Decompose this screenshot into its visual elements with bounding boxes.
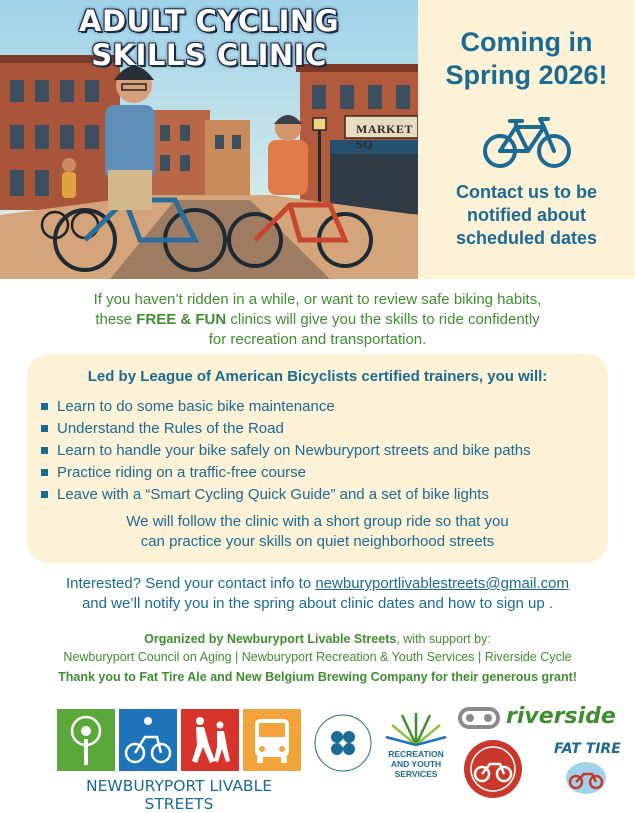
bicycle-icon — [482, 115, 572, 170]
hero-title-line2: SKILLS CLINIC — [91, 38, 327, 72]
intro-line3: for recreation and transportation. — [208, 331, 427, 348]
new-belgium-logo-icon — [460, 738, 526, 800]
list-item-text: Leave with a “Smart Cycling Quick Guide” and a set of bike lights — [57, 486, 489, 503]
contact-prefix: Interested? Send your contact info to — [66, 575, 316, 592]
rec-line3: SERVICES — [394, 769, 438, 779]
organizer-name: Organized by Newburyport Livable Streets — [144, 632, 397, 646]
info-heading: Led by League of American Bicyclists certified trainers, you will: — [87, 368, 548, 385]
intro-line2-after: clinics will give you the skills to ride confidently — [226, 311, 540, 328]
promo-heading-line2: Spring 2026! — [445, 60, 608, 90]
contact-line1 — [0, 574, 635, 594]
list-item — [41, 462, 531, 484]
supporters-line: Newburyport Council on Aging | Newburyport Recreation & Youth Services | Riverside Cycle — [63, 650, 572, 664]
market-square-sign: MARKET SQ — [356, 122, 413, 151]
livable-streets-name: NEWBURYPORT LIVABLE STREETS — [85, 777, 272, 813]
bullet-icon — [41, 469, 48, 476]
grant-thanks: Thank you to Fat Tire Ale and New Belgium Brewing Company for their generous grant! — [58, 670, 577, 684]
group-ride-line2: can practice your skills on quiet neighborhood streets — [140, 533, 495, 550]
group-ride-line1: We will follow the clinic with a short group ride so that you — [126, 513, 509, 530]
promo-contact-text — [418, 181, 635, 250]
list-item — [41, 396, 531, 418]
list-item — [41, 440, 531, 462]
organizer-line — [0, 630, 635, 648]
riverside-cycle-name: riverside — [506, 704, 616, 729]
email-link[interactable]: newburyportlivablestreets@gmail.com — [315, 575, 569, 592]
list-item — [41, 418, 531, 440]
credits-section — [0, 630, 635, 666]
promo-panel — [418, 0, 635, 279]
list-item — [41, 484, 531, 506]
intro-line2-before: these — [95, 311, 137, 328]
fat-tire-name: FAT TIRE — [554, 741, 621, 757]
livable-streets-logo-icon — [57, 709, 302, 773]
bullet-icon — [41, 403, 48, 410]
rec-line2: AND YOUTH — [390, 759, 442, 769]
intro-line2 — [0, 310, 635, 330]
senior-center-logo-icon — [313, 704, 373, 782]
list-item-text: Learn to do some basic bike maintenance — [57, 398, 335, 415]
hero-section — [0, 0, 635, 279]
hero-illustration — [0, 0, 418, 279]
hero-title — [0, 4, 418, 72]
group-ride-note — [27, 512, 608, 552]
contact-paragraph — [0, 574, 635, 614]
free-fun-highlight: FREE & FUN — [136, 311, 227, 328]
recreation-youth-logo-icon — [380, 705, 452, 749]
hero-title-line1: ADULT CYCLING — [79, 4, 339, 38]
promo-heading — [418, 26, 635, 92]
benefits-list — [41, 396, 531, 506]
promo-heading-line1: Coming in — [460, 27, 593, 57]
list-item-text: Understand the Rules of the Road — [57, 420, 284, 437]
bullet-icon — [41, 447, 48, 454]
organizer-rest: , with support by: — [396, 632, 491, 646]
recreation-youth-name — [383, 749, 449, 779]
contact-line2: and we’ll notify you in the spring about clinic dates and how to sign up . — [81, 595, 554, 612]
promo-contact-line3: scheduled dates — [455, 228, 598, 248]
list-item-text: Practice riding on a traffic-free course — [57, 464, 307, 481]
bullet-icon — [41, 491, 48, 498]
bullet-icon — [41, 425, 48, 432]
promo-contact-line1: Contact us to be — [455, 182, 597, 202]
bike-chain-icon — [458, 706, 502, 730]
intro-paragraph — [0, 290, 635, 350]
trainer-info-box — [27, 354, 608, 563]
rec-line1: RECREATION — [388, 749, 444, 759]
promo-contact-line2: notified about — [467, 205, 586, 225]
intro-line1: If you haven’t ridden in a while, or want to review safe biking habits, — [93, 291, 542, 308]
list-item-text: Learn to handle your bike safely on Newburyport streets and bike paths — [57, 442, 531, 459]
